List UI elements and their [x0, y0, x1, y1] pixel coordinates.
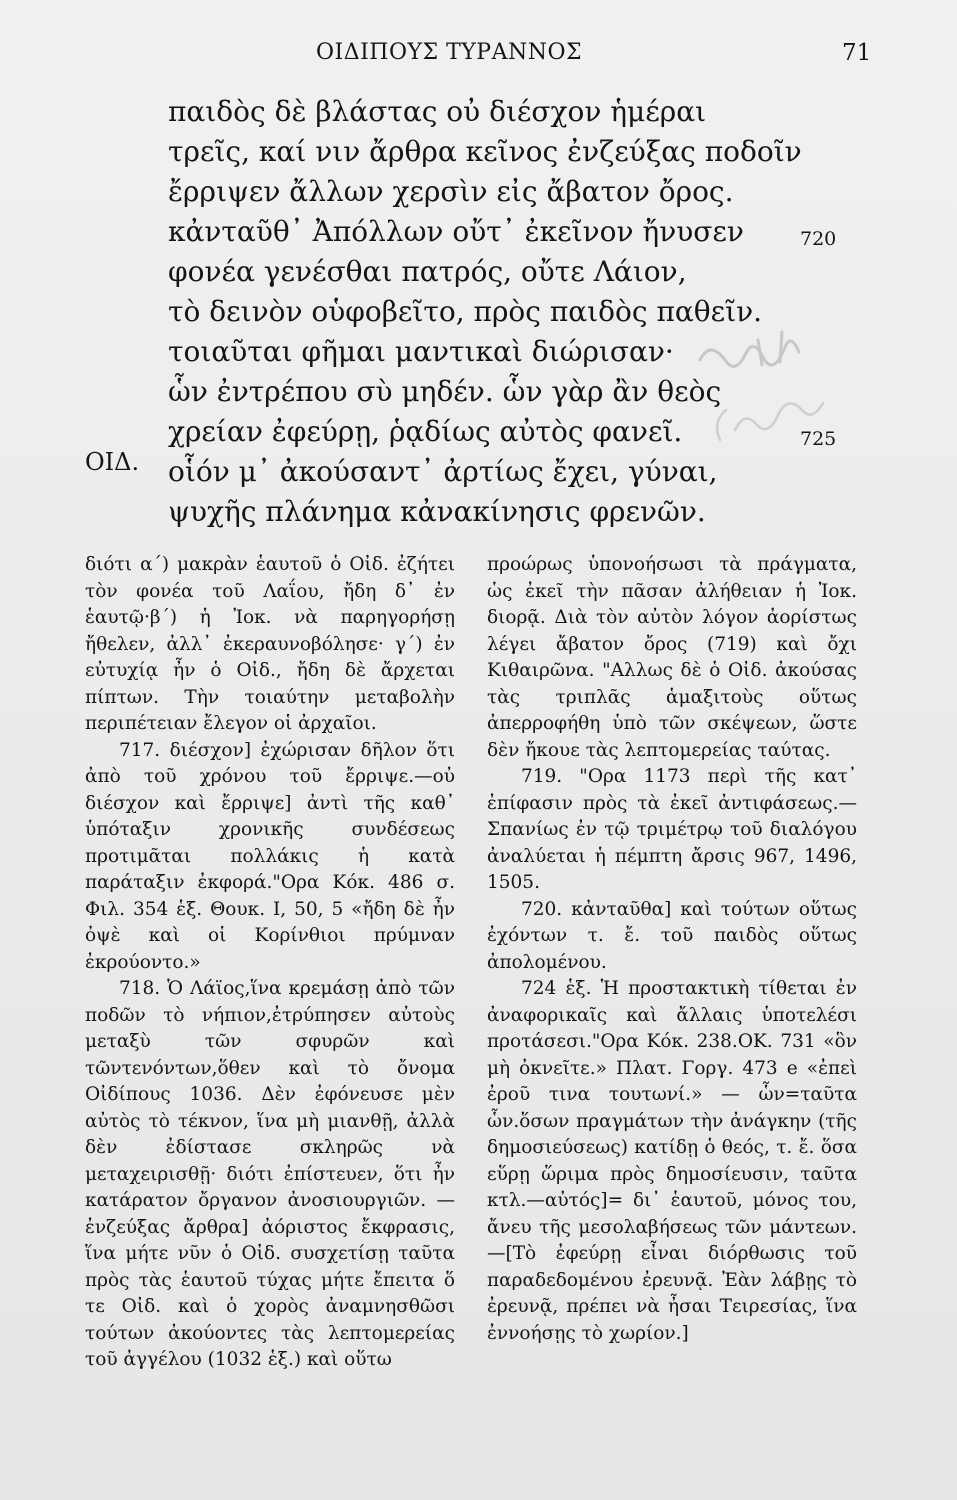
verse-line: χρείαν ἐφεύρῃ, ῥᾳδίως αὐτὸς φανεῖ. [168, 415, 683, 448]
commentary-paragraph: διότι α΄) μακρὰν ἑαυτοῦ ὁ Οἰδ. ἐζήτει τὸν φονέα τοῦ Λαΐου, ἤδη δ᾽ ἐν ἑαυτῷ·β΄) ἡ Ἰοκ. νὰ παρηγορήσῃ ἤθελεν, ἀλλ᾽ ἐκεραυνοβόλησε· γ΄) ἐν εὐτυχίᾳ ἦν ὁ Οἰδ., ἤδη δὲ ἄρχεται πίπτων. Τὴν τοιαύτην μεταβολὴν περιπέτειαν ἔλεγον οἱ ἀρχαῖοι. [85, 554, 455, 734]
speaker-label: ΟΙΔ. [85, 448, 140, 476]
commentary-left-column [85, 552, 455, 1374]
running-title: ΟΙΔΙΠΟΥΣ ΤΥΡΑΝΝΟΣ [316, 40, 583, 65]
page-number: 71 [842, 40, 872, 66]
line-number-720: 720 [800, 228, 837, 250]
commentary-paragraph: 718. Ὁ Λάϊος,ἵνα κρεμάσῃ ἀπὸ τῶν ποδῶν τὸ νήπιον,ἐτρύπησεν αὐτοὺς μεταξὺ τῶν σφυρῶν καὶ τῶντενόντων,ὅθεν καὶ τὸ ὄνομα Οἰδίπους 1036. Δὲν ἐφόνευσε μὲν αὐτὸς τὸ τέκνον, ἵνα μὴ μιανθῇ, ἀλλὰ δὲν ἐδίστασε σκληρῶς νὰ μεταχειρισθῇ· διότι ἐπίστευεν, ὅτι ἦν κατάρατον ὄργανον ἀνοσιουργιῶν. — ἐνζεύξας ἄρθρα] ἀόριστος ἔκφρασις, ἵνα μήτε νῦν ὁ Οἰδ. συσχετίσῃ ταῦτα πρὸς τὰς ἑαυτοῦ τύχας μήτε ἔπειτα ὅ τε Οἰδ. καὶ ὁ χορὸς ἀναμνησθῶσι τούτων ἀκούοντες τὰς λεπτομερείας τοῦ ἀγγέλου (1032 ἑξ.) καὶ οὕτω [85, 978, 455, 1370]
verse-line: οἷόν μ᾽ ἀκούσαντ᾽ ἀρτίως ἔχει, γύναι, [168, 455, 718, 488]
commentary-paragraph: προώρως ὑπονοήσωσι τὰ πράγματα, ὡς ἐκεῖ τὴν πᾶσαν ἀλήθειαν ἡ Ἰοκ. διορᾷ. Διὰ τὸν αὐτὸν λόγον ἀορίστως λέγει ἄβατον ὄρος (719) καὶ ὄχι Κιθαιρῶνα. "Αλλως δὲ ὁ Οἰδ. ἀκούσας τὰς τριπλᾶς ἁμαξιτοὺς οὕτως ἀπερροφήθη ὑπὸ τῶν σκέψεων, ὥστε δὲν ἤκουε τὰς λεπτομερείας ταύτας. [487, 554, 857, 761]
verse-line: ὧν ἐντρέπου σὺ μηδέν. ὧν γὰρ ἂν θεὸς [168, 375, 722, 408]
verse-line: ἔρριψεν ἄλλων χερσὶν εἰς ἄβατον ὄρος. [168, 175, 734, 208]
verse-line: ψυχῆς πλάνημα κἀνακίνησις φρενῶν. [168, 495, 706, 528]
handwritten-annotation [680, 300, 860, 460]
commentary-paragraph: 717. διέσχον] ἐχώρισαν δῆλον ὅτι ἀπὸ τοῦ χρόνου τοῦ ἔρριψε.—οὐ διέσχον καὶ ἔρριψε] ἀντὶ τῆς καθ᾽ ὑπόταξιν χρονικῆς συνδέσεως προτιμᾶται πολλάκις ἡ κατὰ παράταξιν ἐκφορά."Ορα Κόκ. 486 σ. Φιλ. 354 ἑξ. Θουκ. I, 50, 5 «ἤδη δὲ ἦν ὀψὲ καὶ οἱ Κορίνθιοι πρύμναν ἐκρούοντο.» [85, 739, 455, 973]
verse-line: τρεῖς, καί νιν ἄρθρα κεῖνος ἐνζεύξας ποδοῖν [168, 135, 802, 168]
verse-line: τοιαῦται φῆμαι μαντικαὶ διώρισαν· [168, 335, 674, 368]
commentary-paragraph: 720. κἀνταῦθα] καὶ τούτων οὕτως ἐχόντων τ. ἔ. τοῦ παιδὸς οὕτως ἀπολομένου. [487, 898, 857, 973]
commentary-right-column [487, 552, 857, 1347]
verse-line: τὸ δεινὸν οὑφοβεῖτο, πρὸς παιδὸς παθεῖν. [168, 295, 763, 328]
line-number-725: 725 [800, 428, 837, 450]
verse-line: κἀνταῦθ᾽ Ἀπόλλων οὔτ᾽ ἐκεῖνον ἤνυσεν [168, 215, 744, 248]
verse-line: παιδὸς δὲ βλάστας οὐ διέσχον ἡμέραι [168, 95, 707, 128]
verse-line: φονέα γενέσθαι πατρός, οὔτε Λάιον, [168, 255, 687, 288]
commentary-paragraph: 724 ἑξ. Ἡ προστακτικὴ τίθεται ἐν ἀναφορικαῖς καὶ ἄλλαις ὑποτελέσι προτάσεσι."Ορα Κόκ. 238.ΟΚ. 731 «ὃν μὴ ὀκνεῖτε.» Πλατ. Γοργ. 473 e «ἐπεὶ ἐροῦ τινα τουτωνί.» — ὧν=ταῦτα ὧν.ὅσων πραγμάτων τὴν ἀνάγκην (τῆς δημοσιεύσεως) κατίδῃ ὁ θεός, τ. ἔ. ὅσα εὕρῃ ὥριμα πρὸς δημοσίευσιν, ταῦτα κτλ.—αὐτός]= δι᾽ ἑαυτοῦ, μόνος του, ἄνευ τῆς μεσολαβήσεως τῶν μάντεων.—[Τὸ ἐφεύρῃ εἶναι διόρθωσις τοῦ παραδεδομένου ἐρευνᾷ. Ἐὰν λάβῃς τὸ ἐρευνᾷ, πρέπει νὰ ἦσαι Τειρεσίας, ἵνα ἐννοήσῃς τὸ χωρίον.] [487, 978, 857, 1344]
commentary-paragraph: 719. "Ορα 1173 περὶ τῆς κατ᾽ ἐπίφασιν πρὸς τὰ ἐκεῖ ἀντιφάσεως.—Σπανίως ἐν τῷ τριμέτρῳ τοῦ διαλόγου ἀναλύεται ἡ πέμπτη ἄρσις 967, 1496, 1505. [487, 766, 857, 893]
